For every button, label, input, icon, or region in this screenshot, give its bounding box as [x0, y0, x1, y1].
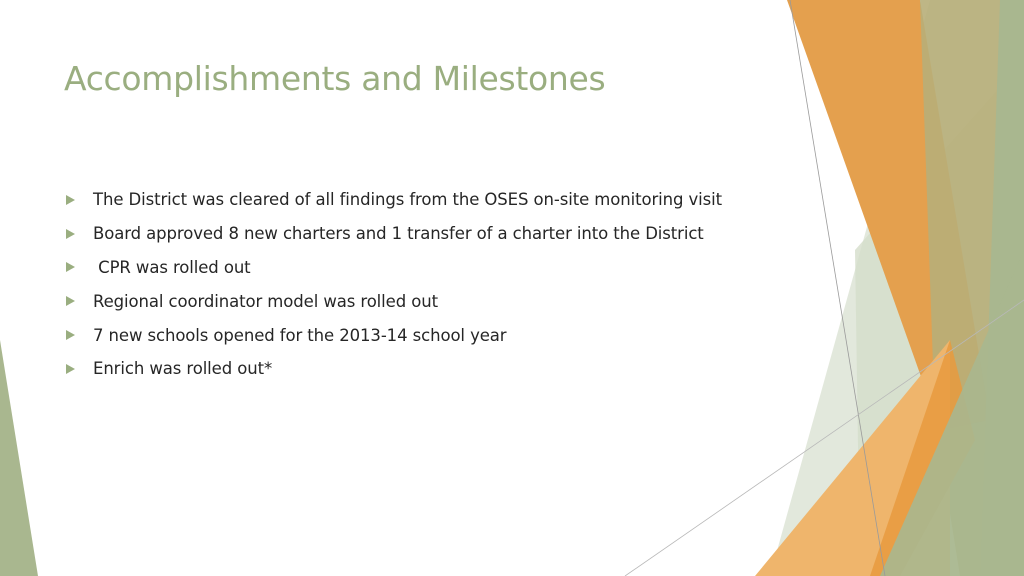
triangle-bullet-icon [66, 195, 75, 205]
triangle-bullet-icon [66, 262, 75, 272]
bullet-item [66, 318, 786, 352]
bullet-list [66, 183, 786, 386]
bullet-item [66, 183, 786, 217]
triangle-bullet-icon [66, 330, 75, 340]
bullet-text: Enrich was rolled out* [93, 359, 273, 379]
triangle-bullet-icon [66, 364, 75, 374]
bullet-text: Board approved 8 new charters and 1 transfer of a charter into the District [93, 224, 704, 244]
bullet-text: Regional coordinator model was rolled out [93, 291, 438, 311]
slide-title: Accomplishments and Milestones [64, 59, 606, 98]
bullet-text: The District was cleared of all findings from the OSES on-site monitoring visit [93, 190, 722, 210]
bullet-item [66, 217, 786, 251]
bullet-text: CPR was rolled out [93, 257, 251, 277]
bullet-item [66, 251, 786, 285]
bullet-text: 7 new schools opened for the 2013-14 school year [93, 325, 507, 345]
triangle-bullet-icon [66, 229, 75, 239]
bullet-item [66, 352, 786, 386]
triangle-bullet-icon [66, 296, 75, 306]
left-facet [0, 340, 38, 576]
bullet-item [66, 284, 786, 318]
